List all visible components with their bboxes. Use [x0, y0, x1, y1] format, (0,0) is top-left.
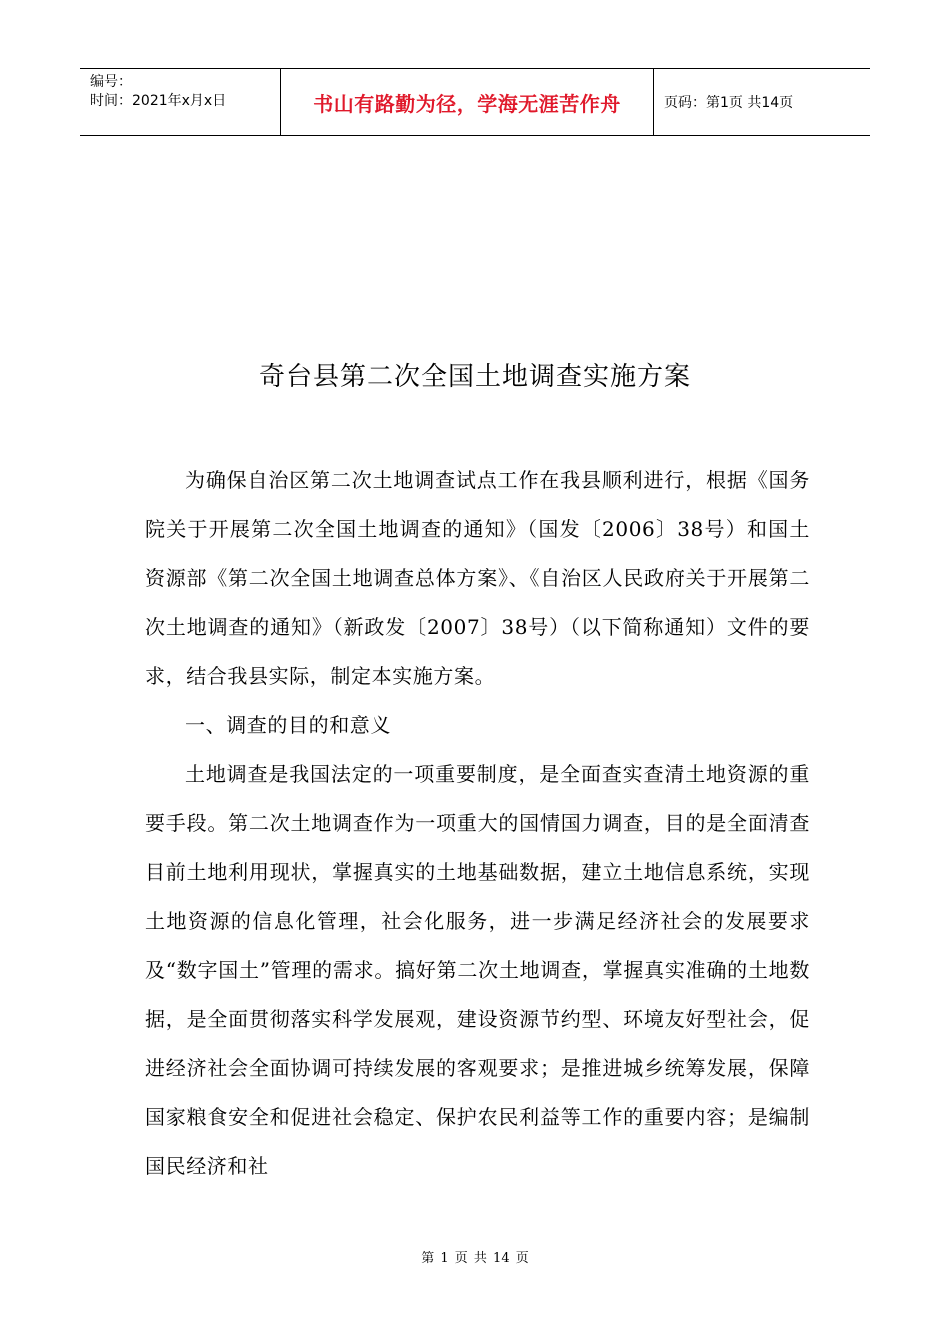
- body-paragraph: 为确保自治区第二次土地调查试点工作在我县顺利进行，根据《国务院关于开展第二次全国土地调查的通知》（国发〔2006〕38号）和国土资源部《第二次全国土地调查总体方案》、《自治区人民政府关于开展第二次土地调查的通知》（新政发〔2007〕38号）（以下简称通知）文件的要求，结合我县实际，制定本实施方案。: [145, 468, 810, 688]
- page-header: [80, 68, 870, 136]
- body-paragraph: 土地调查是我国法定的一项重要制度，是全面查实查清土地资源的重要手段。第二次土地调查作为一项重大的国情国力调查，目的是全面清查目前土地利用现状，掌握真实的土地基础数据，建立土地信息系统，实现土地资源的信息化管理，社会化服务，进一步满足经济社会的发展要求及“数字国土”管理的需求。搞好第二次土地调查，掌握真实准确的土地数据，是全面贯彻落实科学发展观，建设资源节约型、环境友好型社会，促进经济社会全面协调可持续发展的客观要求；是推进城乡统筹发展，保障国家粮食安全和促进社会稳定、保护农民利益等工作的重要内容；是编制国民经济和社: [145, 762, 810, 1178]
- header-page-info-cell: [654, 69, 870, 135]
- document-title: 奇台县第二次全国土地调查实施方案: [258, 362, 691, 392]
- header-motto: 书山有路勤为径，学海无涯苦作舟: [313, 91, 621, 116]
- header-motto-cell: [280, 69, 654, 135]
- page-footer: 第 1 页 共 14 页: [421, 1251, 529, 1266]
- section-heading: 一、调查的目的和意义: [185, 713, 391, 737]
- document-number-label: 编号：: [90, 74, 132, 90]
- document-body: [145, 456, 810, 1191]
- document-time-label: 时间：2021年x月x日: [90, 93, 227, 109]
- header-page-info: 页码：第1页 共14页: [664, 95, 794, 111]
- header-meta: [80, 69, 280, 135]
